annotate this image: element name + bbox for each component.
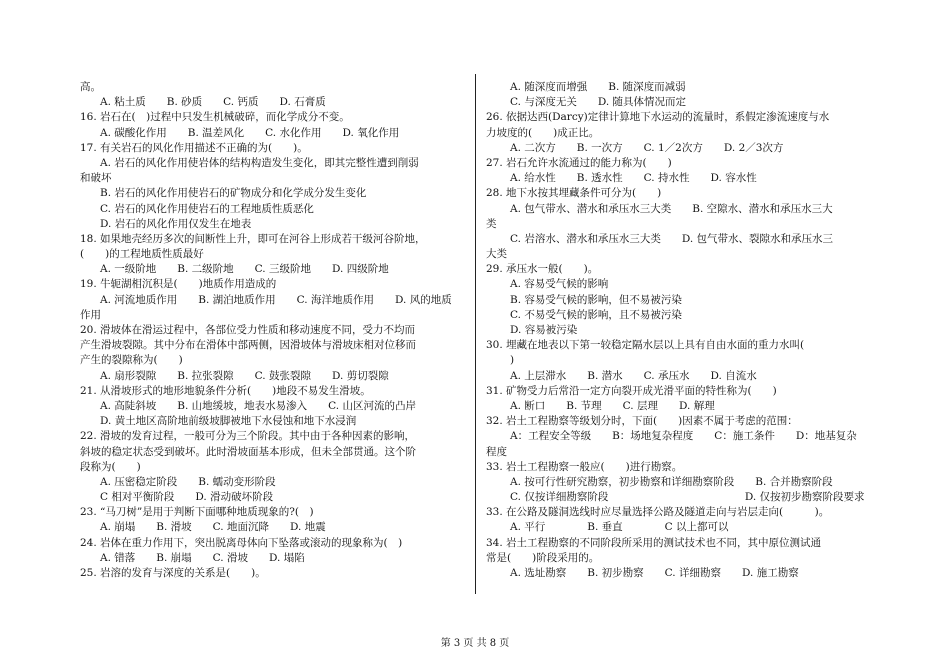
text-line: A. 上层滞水 B. 潜水 C. 承压水 D. 自流水 (510, 369, 757, 382)
text-line: A. 粘土质 B. 砂质 C. 钙质 D. 石膏质 (100, 96, 326, 109)
text-line: A. 选址勘察 B. 初步勘察 C. 详细勘察 D. 施工勘察 (510, 567, 799, 579)
text-line: 17. 有关岩石的风化作用描述不正确的为( )。 (80, 141, 308, 154)
text-line: A. 扇形裂隙 B. 拉张裂隙 C. 鼓张裂隙 D. 剪切裂隙 (100, 369, 389, 382)
text-line: A. 容易受气候的影响 (510, 278, 609, 291)
text-line: 31. 矿物受力后常沿一定方向裂开成光滑平面的特性称为( ) (486, 384, 777, 397)
text-line: 高。 (80, 81, 101, 93)
text-line: 产生的裂隙称为( ) (80, 354, 183, 367)
text-line: C. 仅按详细勘察阶段 D. 仅按初步勘察阶段要求 (510, 491, 865, 504)
text-line: 24. 岩体在重力作用下，突出脱离母体向下坠落或滚动的现象称为( ) (80, 536, 403, 549)
text-line: 类 (486, 217, 497, 230)
text-line: 29. 承压水一般( )。 (486, 263, 599, 276)
text-line: 23. “马刀树”是用于判断下面哪种地质现象的?( ) (80, 506, 314, 519)
right-column (486, 80, 872, 581)
text-line: A. 随深度而增强 B. 随深度而减弱 (510, 81, 686, 93)
text-line: 26. 依据达西(Darcy)定律计算地下水运动的流量时，系假定渗流速度与水 (486, 111, 830, 124)
text-line: A. 岩石的风化作用使岩体的结构构造发生变化，即其完整性遭到削弱 (100, 156, 419, 169)
text-line: C. 与深度无关 D. 随具体情况而定 (510, 96, 687, 109)
text-line: C 相对平衡阶段 D. 滑动破坏阶段 (100, 491, 274, 504)
text-line: A. 包气带水、潜水和承压水三大类 B. 空隙水、潜水和承压水三大 (510, 202, 833, 215)
text-line: 16. 岩石在( )过程中只发生机械破碎，而化学成分不变。 (80, 111, 350, 124)
text-line: A. 错落 B. 崩塌 C. 滑坡 D. 塌陷 (100, 551, 305, 564)
text-line: 力坡度的( )成正比。 (486, 126, 600, 139)
text-line: A. 断口 B. 节理 C. 层理 D. 解理 (510, 399, 715, 412)
text-line: 产生滑坡裂隙。其中分布在滑体中部两侧，因滑坡体与滑坡床相对位移而 (80, 339, 416, 352)
text-line: 作用 (80, 308, 101, 321)
text-line: A. 碳酸化作用 B. 温差风化 C. 水化作用 D. 氧化作用 (100, 126, 400, 139)
text-line: ( )的工程地质性质最好 (80, 248, 204, 261)
left-column (80, 80, 468, 581)
text-line: 程度 (486, 445, 507, 458)
text-line: 34. 岩土工程勘察的不同阶段所采用的测试技术也不同，其中原位测试通 (486, 536, 822, 549)
column-divider (475, 74, 476, 594)
text-line: D. 黄土地区高阶地前级坡脚被地下水侵蚀和地下水浸润 (100, 415, 357, 428)
text-line: 和破坏 (80, 172, 112, 185)
text-line: 常是( )阶段采用的。 (486, 551, 600, 564)
text-line: 19. 牛轭湖相沉积是( )地质作用造成的 (80, 278, 277, 291)
text-line: 21. 从滑坡形式的地形地貌条件分析( )地段不易发生滑坡。 (80, 384, 371, 397)
text-line: B. 岩石的风化作用使岩石的矿物成分和化学成分发生变化 (100, 187, 367, 200)
text-line: 25. 岩溶的发育与深度的关系是( )。 (80, 567, 266, 579)
text-line: A. 崩塌 B. 滑坡 C. 地面沉降 D. 地震 (100, 521, 326, 534)
text-line: A. 高陡斜坡 B. 山地缓坡，地表水易渗入 C. 山区河流的凸岸 (100, 399, 416, 412)
text-line: 20. 滑坡体在滑运过程中，各部位受力性质和移动速度不同，受力不均而 (80, 324, 416, 336)
text-line: ) (510, 354, 515, 367)
text-line: 33. 在公路及隧洞选线时应尽量选择公路及隧道走向与岩层走向( )。 (486, 506, 830, 519)
text-line: C. 不易受气候的影响，且不易被污染 (510, 308, 682, 321)
page-footer: 第 3 页 共 8 页 (440, 638, 510, 649)
text-line: 大类 (486, 248, 507, 261)
text-line: C. 岩石的风化作用使岩石的工程地质性质恶化 (100, 202, 314, 215)
text-line: A. 平行 B. 垂直 C 以上都可以 (510, 521, 729, 534)
text-line: 30. 埋藏在地表以下第一较稳定隔水层以上具有自由水面的重力水叫( (486, 339, 805, 352)
text-line: 18. 如果地壳经历多次的间断性上升，即可在河谷上形成若干级河谷阶地， (80, 232, 426, 245)
text-line: 22. 滑坡的发育过程，一般可分为三个阶段。其中由于各种因素的影响， (80, 430, 416, 443)
text-line: A. 给水性 B. 透水性 C. 持水性 D. 容水性 (510, 172, 757, 185)
text-line: A. 按可行性研究勘察，初步勘察和详细勘察阶段 B. 合并勘察阶段 (510, 475, 833, 488)
text-line: C. 岩溶水、潜水和承压水三大类 D. 包气带水、裂隙水和承压水三 (510, 232, 834, 245)
text-line: 33. 岩土工程勘察一般应( )进行勘察。 (486, 460, 683, 473)
text-line: 段称为( ) (80, 460, 141, 473)
text-line: 32. 岩土工程勘察等级划分时，下面( )因素不属于考虑的范围： (486, 415, 798, 428)
text-line: 斜坡的稳定状态受到破坏。此时滑坡面基本形成，但未全部贯通。这个阶 (80, 445, 416, 458)
text-line: D. 容易被污染 (510, 324, 578, 336)
text-line: B. 容易受气候的影响，但不易被污染 (510, 293, 682, 306)
text-line: A. 河流地质作用 B. 湖泊地质作用 C. 海洋地质作用 D. 风的地质 (100, 293, 452, 306)
text-line: A：工程安全等级 B：场地复杂程度 C：施工条件 D：地基复杂 (510, 430, 857, 443)
text-line: A. 二次方 B. 一次方 C. 1／2次方 D. 2／3次方 (510, 141, 784, 154)
text-line: D. 岩石的风化作用仅发生在地表 (100, 217, 252, 230)
text-line: A. 压密稳定阶段 B. 蠕动变形阶段 (100, 475, 276, 488)
text-line: 27. 岩石允许水流通过的能力称为( ) (486, 156, 672, 169)
text-line: A. 一级阶地 B. 二级阶地 C. 三级阶地 D. 四级阶地 (100, 263, 389, 276)
text-line: 28. 地下水按其埋藏条件可分为( ) (486, 187, 662, 200)
